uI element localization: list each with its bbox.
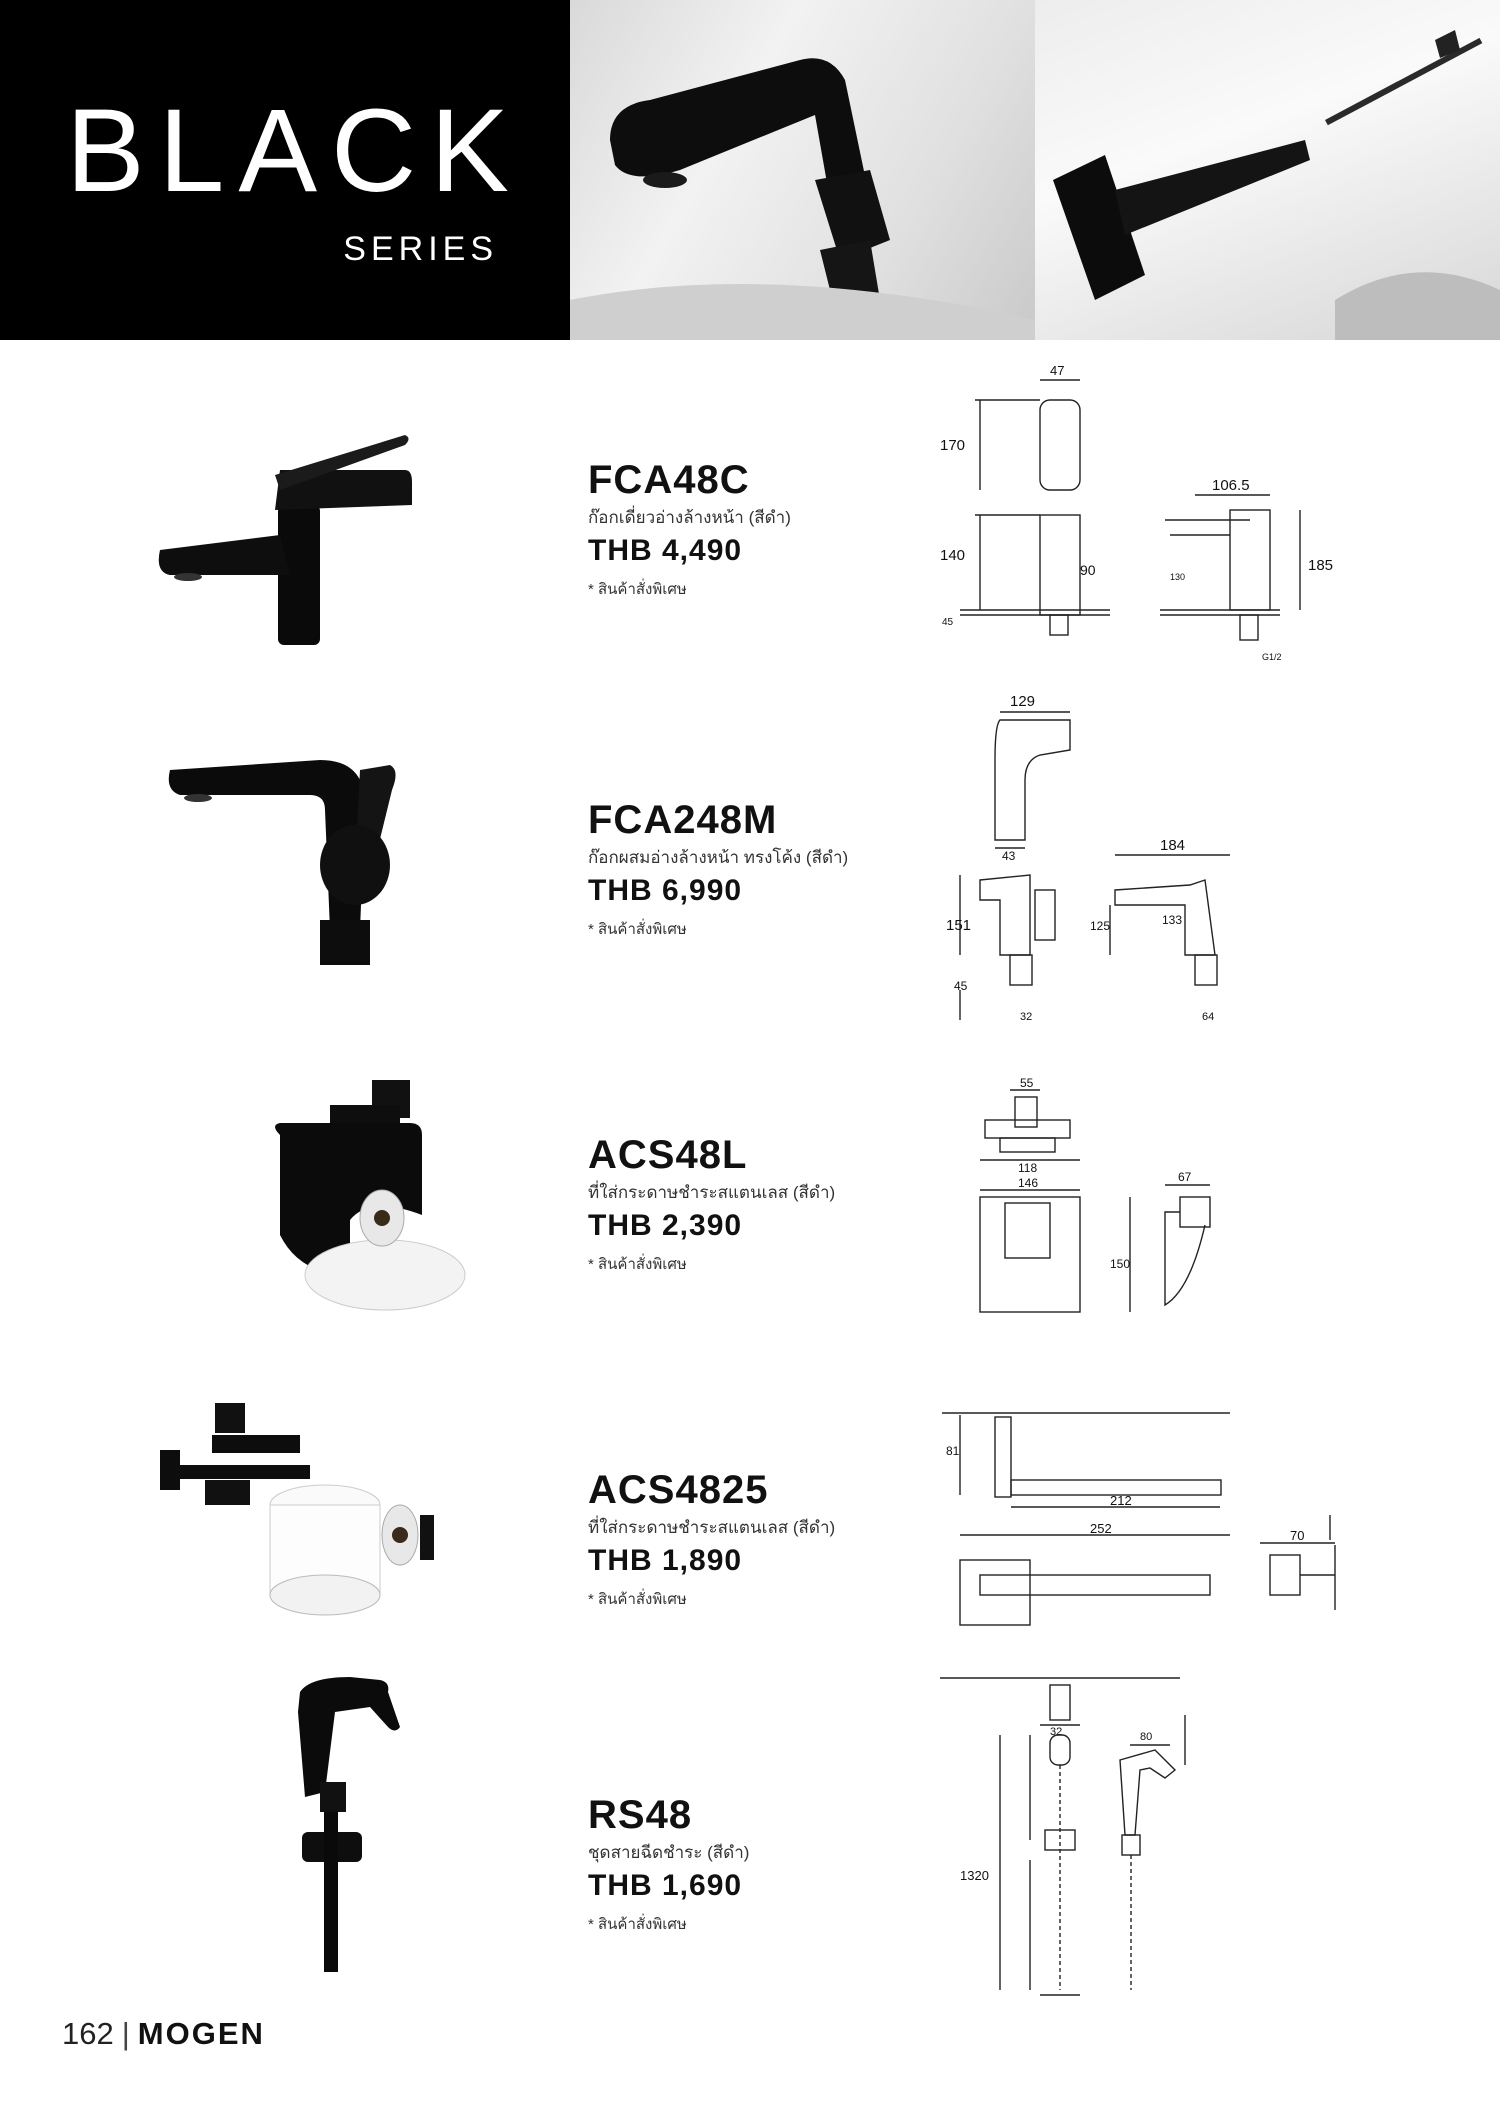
technical-drawing	[940, 1075, 1380, 1405]
basin-faucet-photo	[150, 410, 470, 650]
dim-label: 80	[1140, 1731, 1153, 1743]
brand-logo: MOGEN	[137, 2016, 265, 2051]
product-price: THB 4,490	[588, 534, 743, 568]
dim-label: 67	[1178, 1170, 1192, 1184]
open-paper-holder-photo	[150, 1395, 470, 1635]
dim-label: 140	[940, 547, 966, 564]
dim-label: 146	[1018, 1176, 1039, 1190]
series-title: BLACK	[66, 85, 523, 217]
dim-label: 90	[1080, 562, 1096, 578]
product-code: RS48	[588, 1793, 693, 1837]
dim-label: 81	[946, 1444, 960, 1458]
product-description: ที่ใส่กระดาษชำระสแตนเลส (สีดำ)	[588, 1183, 836, 1202]
product-code: ACS4825	[588, 1468, 769, 1512]
product-price: THB 6,990	[588, 874, 743, 908]
product-price: THB 2,390	[588, 1209, 743, 1243]
dim-label: 129	[1010, 693, 1036, 710]
technical-drawing	[940, 690, 1380, 1020]
product-code: ACS48L	[588, 1133, 748, 1177]
special-order-note: * สินค้าสั่งพิเศษ	[588, 921, 687, 939]
dim-label: 170	[940, 437, 966, 454]
special-order-note: * สินค้าสั่งพิเศษ	[588, 1916, 687, 1934]
dim-label: 118	[1018, 1161, 1038, 1175]
dim-label: 125	[1090, 919, 1111, 933]
header-banner	[0, 0, 1500, 340]
dim-label: 130	[1170, 572, 1186, 582]
dim-label: 150	[1110, 1257, 1131, 1271]
product-price: THB 1,890	[588, 1544, 743, 1578]
technical-drawing	[940, 1660, 1380, 2010]
dim-label: 184	[1160, 837, 1186, 854]
dim-label: 151	[946, 917, 972, 934]
dim-label: 47	[1050, 363, 1065, 378]
dim-label: 45	[942, 617, 954, 628]
covered-paper-holder-photo	[150, 1075, 470, 1315]
towel-bar-lifestyle-photo	[1035, 0, 1500, 340]
special-order-note: * สินค้าสั่งพิเศษ	[588, 581, 687, 599]
dim-label: 212	[1110, 1493, 1132, 1508]
title-panel	[0, 0, 570, 340]
product-description: ที่ใส่กระดาษชำระสแตนเลส (สีดำ)	[588, 1518, 836, 1537]
dim-label: 185	[1308, 557, 1334, 574]
faucet-lifestyle-photo	[570, 0, 1035, 340]
dim-label: 70	[1290, 1528, 1305, 1543]
dim-label: 32	[1050, 1726, 1063, 1738]
dim-label: 1320	[960, 1868, 989, 1883]
dim-label: 55	[1020, 1076, 1034, 1090]
dim-label: 252	[1090, 1521, 1112, 1536]
dim-label: G1/2	[1262, 652, 1282, 662]
bidet-spray-photo	[240, 1672, 460, 1972]
product-info	[588, 800, 848, 941]
product-info	[588, 460, 791, 601]
product-code: FCA48C	[588, 458, 750, 502]
series-subtitle: SERIES	[343, 230, 498, 268]
curved-basin-faucet-photo	[160, 750, 480, 990]
dim-label: 133	[1162, 913, 1183, 927]
product-description: ชุดสายฉีดชำระ (สีดำ)	[588, 1843, 750, 1862]
product-code: FCA248M	[588, 798, 778, 842]
product-info	[588, 1795, 749, 1936]
product-description: ก๊อกผสมอ่างล้างหน้า ทรงโค้ง (สีดำ)	[588, 848, 849, 867]
dim-label: 43	[1002, 849, 1016, 863]
dim-label: 64	[1202, 1011, 1215, 1020]
product-info	[588, 1470, 835, 1611]
page-number: 162	[62, 2016, 114, 2051]
special-order-note: * สินค้าสั่งพิเศษ	[588, 1256, 687, 1274]
dim-label: 32	[1020, 1011, 1033, 1020]
page-footer	[62, 2018, 265, 2049]
product-info	[588, 1135, 835, 1276]
technical-drawing	[940, 360, 1380, 690]
special-order-note: * สินค้าสั่งพิเศษ	[588, 1591, 687, 1609]
product-price: THB 1,690	[588, 1869, 743, 1903]
footer-separator: |	[121, 2016, 130, 2051]
dim-label: 45	[954, 979, 968, 993]
product-description: ก๊อกเดี่ยวอ่างล้างหน้า (สีดำ)	[588, 508, 791, 527]
dim-label: 106.5	[1212, 477, 1250, 494]
